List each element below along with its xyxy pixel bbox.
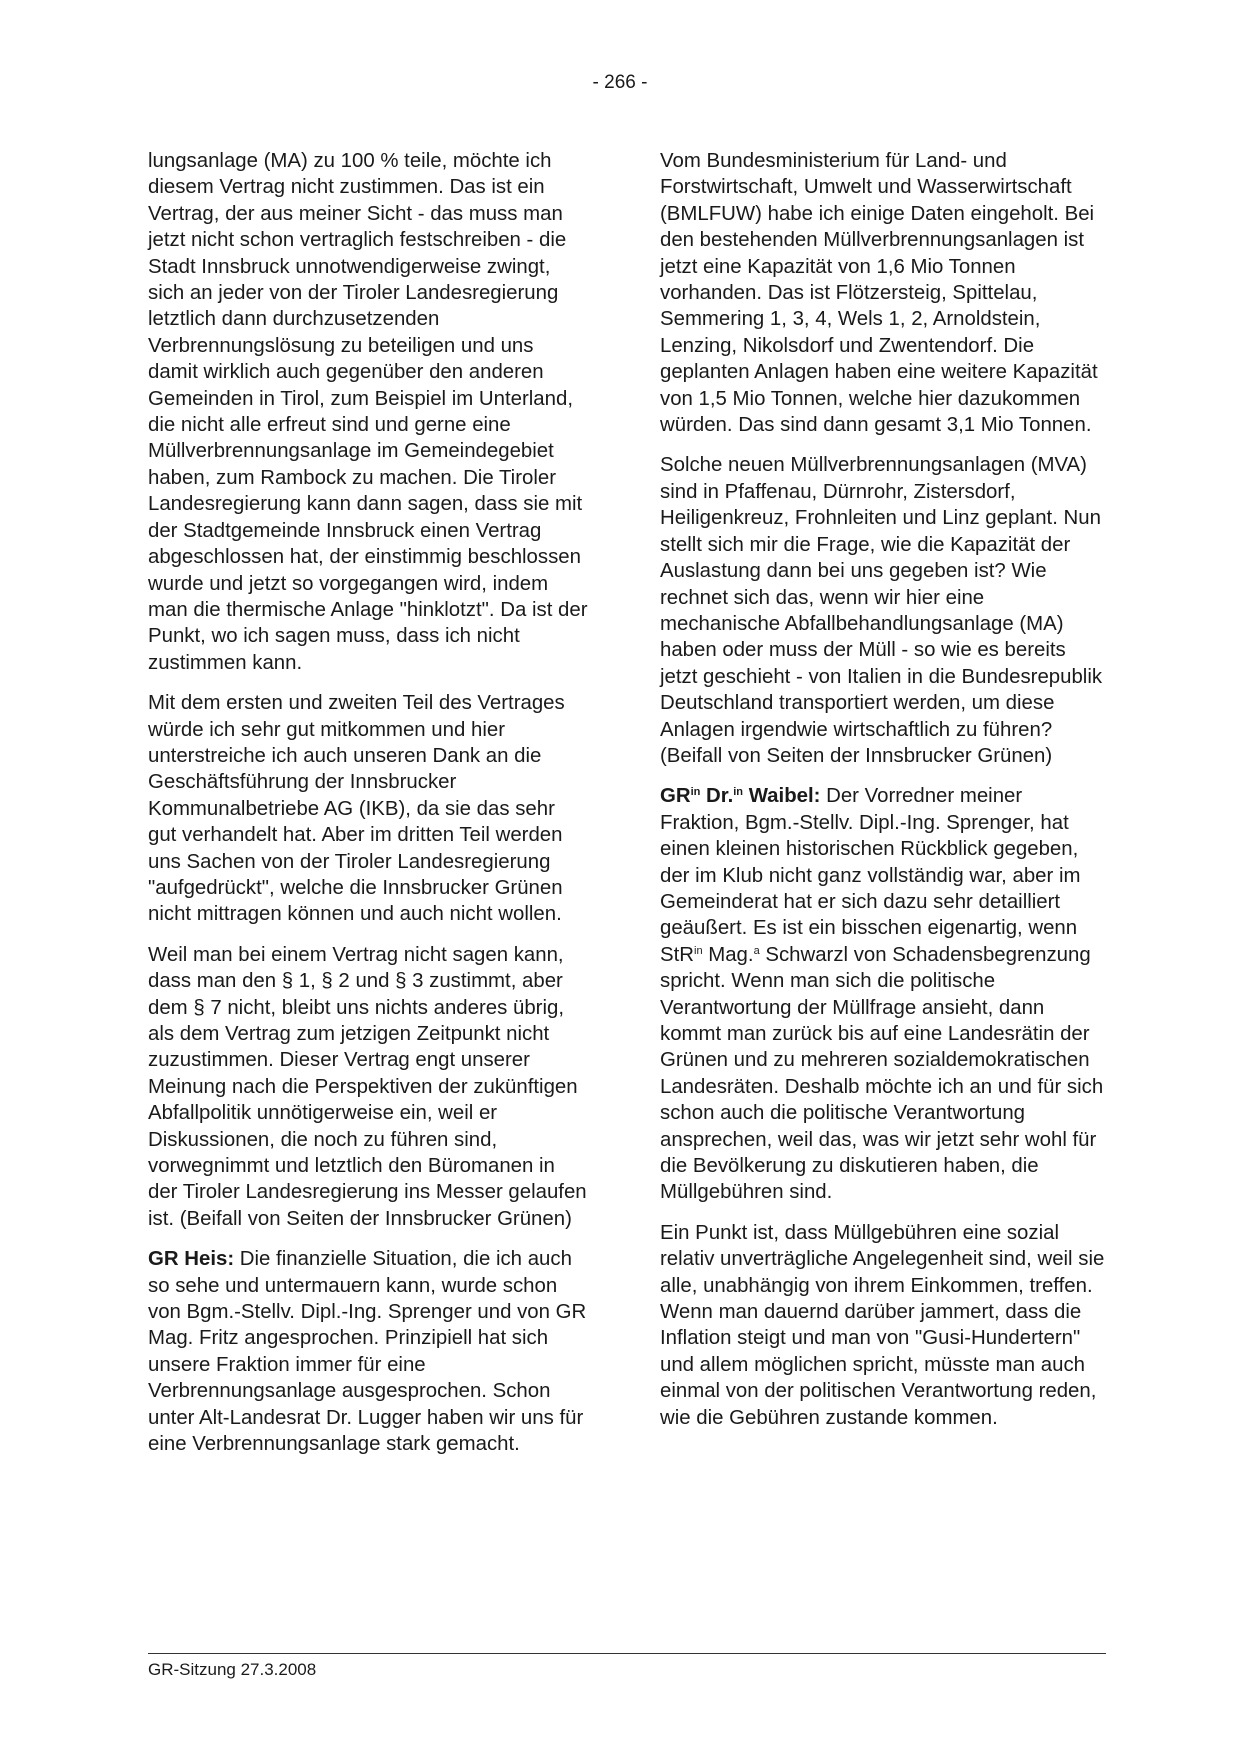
right-column bbox=[660, 148, 1105, 1445]
speech-text: Schwarzl von Schadensbegrenzung spricht. Wenn man sich die politische Verantwortung der Müllfrage ansieht, dann kommt man zurück bis auf eine Landesrätin der Grünen und zu mehreren sozialdemokratischen Landesräten. Deshalb möchte ich an und für sich schon auch die politische Verantwortung ansprechen, weil das, was wir jetzt sehr wohl für die Bevölkerung zu diskutieren haben, die Müllgebühren sind. bbox=[660, 943, 1104, 1204]
speech-text: Mag. bbox=[702, 943, 754, 966]
superscript: in bbox=[733, 786, 744, 799]
paragraph: lungsanlage (MA) zu 100 % teile, möchte ich diesem Vertrag nicht zustimmen. Das ist ein Vertrag, der aus meiner Sicht - das muss man jetzt nicht schon vertraglich festschreiben - die Stadt Innsbruck unnotwendigerweise zwingt, sich an jeder von der Tiroler Landesregierung letztlich dann durchzusetzenden Verbrennungslösung zu beteiligen und uns damit wirklich auch gegenüber den anderen Gemeinden in Tirol, zum Beispiel im Unterland, die nicht alle erfreut sind und gerne eine Müllverbrennungsanlage im Gemeindegebiet haben, zum Rambock zu machen. Die Tiroler Landesregierung kann dann sagen, dass sie mit der Stadtgemeinde Innsbruck einen Vertrag abgeschlossen hat, der einstimmig beschlossen wurde und jetzt so vorgegangen wird, indem man die thermische Anlage "hinklotzt". Da ist der Punkt, wo ich sagen muss, dass ich nicht zustimmen kann. bbox=[148, 150, 588, 674]
speech-waibel bbox=[660, 783, 1105, 1206]
speech-text: Die finanzielle Situation, die ich auch so sehe und untermauern kann, wurde schon von Bgm.-Stellv. Dipl.-Ing. Sprenger und von GR Mag. Fritz angesprochen. Prinzipiell hat sich unsere Fraktion immer für eine Verbrennungsanlage ausgesprochen. Schon unter Alt-Landesrat Dr. Lugger haben wir uns für eine Verbrennungsanlage stark gemacht. bbox=[148, 1248, 587, 1456]
footer-divider bbox=[148, 1653, 1106, 1654]
speaker-surname: Waibel: bbox=[743, 785, 821, 808]
speaker-title: GR bbox=[660, 785, 691, 808]
speech-text: Der Vorredner meiner Fraktion, Bgm.-Stellv. Dipl.-Ing. Sprenger, hat einen kleinen historischen Rückblick gegeben, der im Klub nicht ganz vollständig war, aber im Gemeinderat hat er sich dazu sehr detailliert geäußert. Es ist ein bisschen eigenartig, wenn StR bbox=[660, 785, 1081, 966]
superscript: a bbox=[753, 944, 760, 957]
paragraph: Weil man bei einem Vertrag nicht sagen kann, dass man den § 1, § 2 und § 3 zustimmt, aber dem § 7 nicht, bleibt uns nichts anderes übrig, als dem Vertrag zum jetzigen Zeitpunkt nicht zuzustimmen. Dieser Vertrag engt unserer Meinung nach die Perspektiven der zukünftigen Abfallpolitik unnötigerweise ein, weil er Diskussionen, die noch zu führen sind, vorwegnimmt und letztlich den Büromanen in der Tiroler Landesregierung ins Messer gelaufen ist. (Beifall von Seiten der Innsbrucker Grünen) bbox=[148, 943, 587, 1230]
paragraph: Solche neuen Müllverbrennungsanlagen (MVA) sind in Pfaffenau, Dürnrohr, Zistersdorf, Heiligenkreuz, Frohnleiten und Linz geplant. Nun stellt sich mir die Frage, wie die Kapazität der Auslastung dann bei uns gegeben ist? Wie rechnet sich das, wenn wir hier eine mechanische Abfallbehandlungsanlage (MA) haben oder muss der Müll - so wie es bereits jetzt geschieht - von Italien in die Bundesrepublik Deutschland transportiert werden, um diese Anlagen irgendwie wirtschaftlich zu führen? (Beifall von Seiten der Innsbrucker Grünen) bbox=[660, 454, 1103, 767]
page-number: - 266 - bbox=[592, 72, 648, 93]
paragraph: Mit dem ersten und zweiten Teil des Vertrages würde ich sehr gut mitkommen und hier unterstreiche ich auch unseren Dank an die Geschäftsführung der Innsbrucker Kommunalbetriebe AG (IKB), da sie das sehr gut verhandelt hat. Aber im dritten Teil werden uns Sachen von der Tiroler Landesregierung "aufgedrückt", welche die Innsbrucker Grünen nicht mittragen können und auch nicht wollen. bbox=[148, 692, 565, 926]
speaker-degree: Dr. bbox=[700, 785, 734, 808]
speech-heis bbox=[148, 1246, 588, 1457]
paragraph: Ein Punkt ist, dass Müllgebühren eine sozial relativ unverträgliche Angelegenheit sind, weil sie alle, unabhängig von ihrem Einkommen, treffen. Wenn man dauernd darüber jammert, dass die Inflation steigt und man von "Gusi-Hundertern" und allem möglichen spricht, müsste man auch einmal von der politischen Verantwortung reden, wie die Gebühren zustande kommen. bbox=[660, 1221, 1105, 1429]
paragraph: Vom Bundesministerium für Land- und Forstwirtschaft, Umwelt und Wasserwirtschaft (BMLFUW) habe ich einige Daten eingeholt. Bei den bestehenden Müllverbrennungsanlagen ist jetzt eine Kapazität von 1,6 Mio Tonnen vorhanden. Das ist Flötzersteig, Spittelau, Semmering 1, 3, 4, Wels 1, 2, Arnoldstein, Lenzing, Nikolsdorf und Zwentendorf. Die geplanten Anlagen haben eine weitere Kapazität von 1,5 Mio Tonnen, welche hier dazukommen würden. Das sind dann gesamt 3,1 Mio Tonnen. bbox=[660, 150, 1098, 437]
left-column bbox=[148, 148, 588, 1472]
superscript: in bbox=[694, 944, 703, 957]
footer-session-date: GR-Sitzung 27.3.2008 bbox=[148, 1660, 317, 1679]
superscript: in bbox=[690, 786, 701, 799]
speaker-name: GR Heis: bbox=[148, 1248, 235, 1271]
speaker-name bbox=[660, 785, 820, 807]
